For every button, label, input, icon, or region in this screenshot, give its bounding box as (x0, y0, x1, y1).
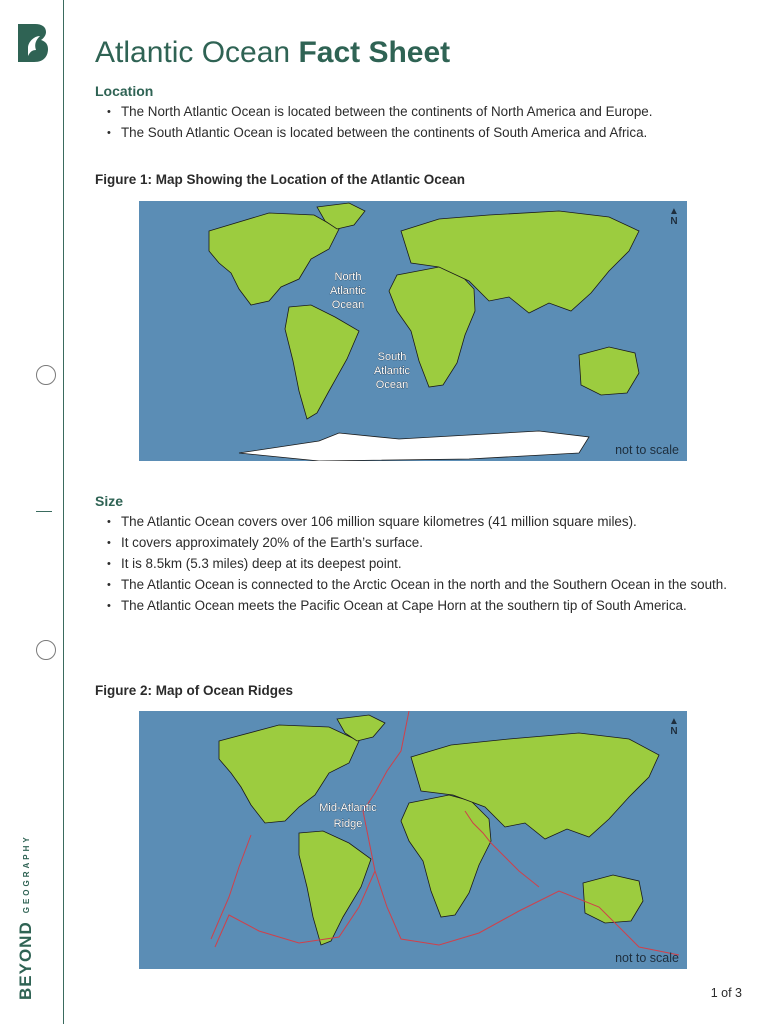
page-number: 1 of 3 (710, 986, 742, 1000)
list-item: • The Atlantic Ocean covers over 106 million square kilometres (41 million square miles). (95, 513, 735, 531)
south-america-shape (285, 305, 359, 419)
location-heading: Location (95, 83, 154, 99)
brand-main: BEYOND (16, 921, 35, 1000)
australia-shape (579, 347, 639, 395)
scale-note: not to scale (615, 443, 679, 457)
north-arrow-icon: ▲ N (669, 206, 679, 227)
list-item: • It covers approximately 20% of the Earth’s surface. (95, 534, 735, 552)
north-atlantic-label-2: Atlantic (329, 285, 367, 297)
south-atlantic-label-2: Atlantic (373, 365, 411, 377)
binder-hole (36, 365, 56, 385)
brand-vertical (16, 834, 36, 1000)
binder-hole (36, 640, 56, 660)
africa-shape (401, 795, 491, 917)
south-america-shape (299, 831, 371, 945)
figure1-caption: Figure 1: Map Showing the Location of the Atlantic Ocean (95, 172, 466, 187)
compass-label: N (670, 216, 678, 227)
list-item: • It is 8.5km (5.3 miles) deep at its deepest point. (95, 555, 735, 573)
list-item: • The Atlantic Ocean meets the Pacific Ocean at Cape Horn at the southern tip of South America. (95, 597, 735, 615)
size-heading: Size (95, 493, 124, 509)
world-map-ridges (139, 711, 687, 969)
location-list (95, 103, 735, 145)
ridge-label-1: Mid-Atlantic (319, 802, 377, 814)
south-atlantic-label-3: Ocean (375, 379, 409, 391)
australia-shape (583, 875, 643, 923)
world-map-graphic (139, 201, 687, 461)
north-america-shape (209, 213, 339, 305)
figure2-caption: Figure 2: Map of Ocean Ridges (95, 683, 294, 698)
ridge-label-2: Ridge (333, 818, 363, 830)
north-atlantic-label-1: North (334, 271, 362, 283)
compass-label: N (670, 726, 678, 737)
south-atlantic-label-1: South (377, 351, 407, 363)
north-atlantic-label-3: Ocean (331, 299, 365, 311)
brand-sub: GEOGRAPHY (22, 834, 32, 914)
fold-mark (36, 511, 52, 512)
list-item: • The South Atlantic Ocean is located between the continents of South America and Africa. (95, 124, 735, 142)
scale-note: not to scale (615, 951, 679, 965)
beyond-logo-icon (14, 22, 50, 64)
title-light: Atlantic Ocean (95, 36, 291, 69)
sidebar-divider (63, 0, 64, 1024)
north-arrow-icon: ▲ N (669, 716, 679, 737)
ridge-map-graphic (139, 711, 687, 969)
list-item: • The Atlantic Ocean is connected to the Arctic Ocean in the north and the Southern Ocean in the south. (95, 576, 735, 594)
size-list (95, 513, 735, 618)
antarctica-shape (239, 431, 589, 461)
page-title (95, 36, 450, 70)
title-bold: Fact Sheet (298, 36, 451, 69)
list-item: • The North Atlantic Ocean is located between the continents of North America and Europe. (95, 103, 735, 121)
world-map-atlantic (139, 201, 687, 461)
